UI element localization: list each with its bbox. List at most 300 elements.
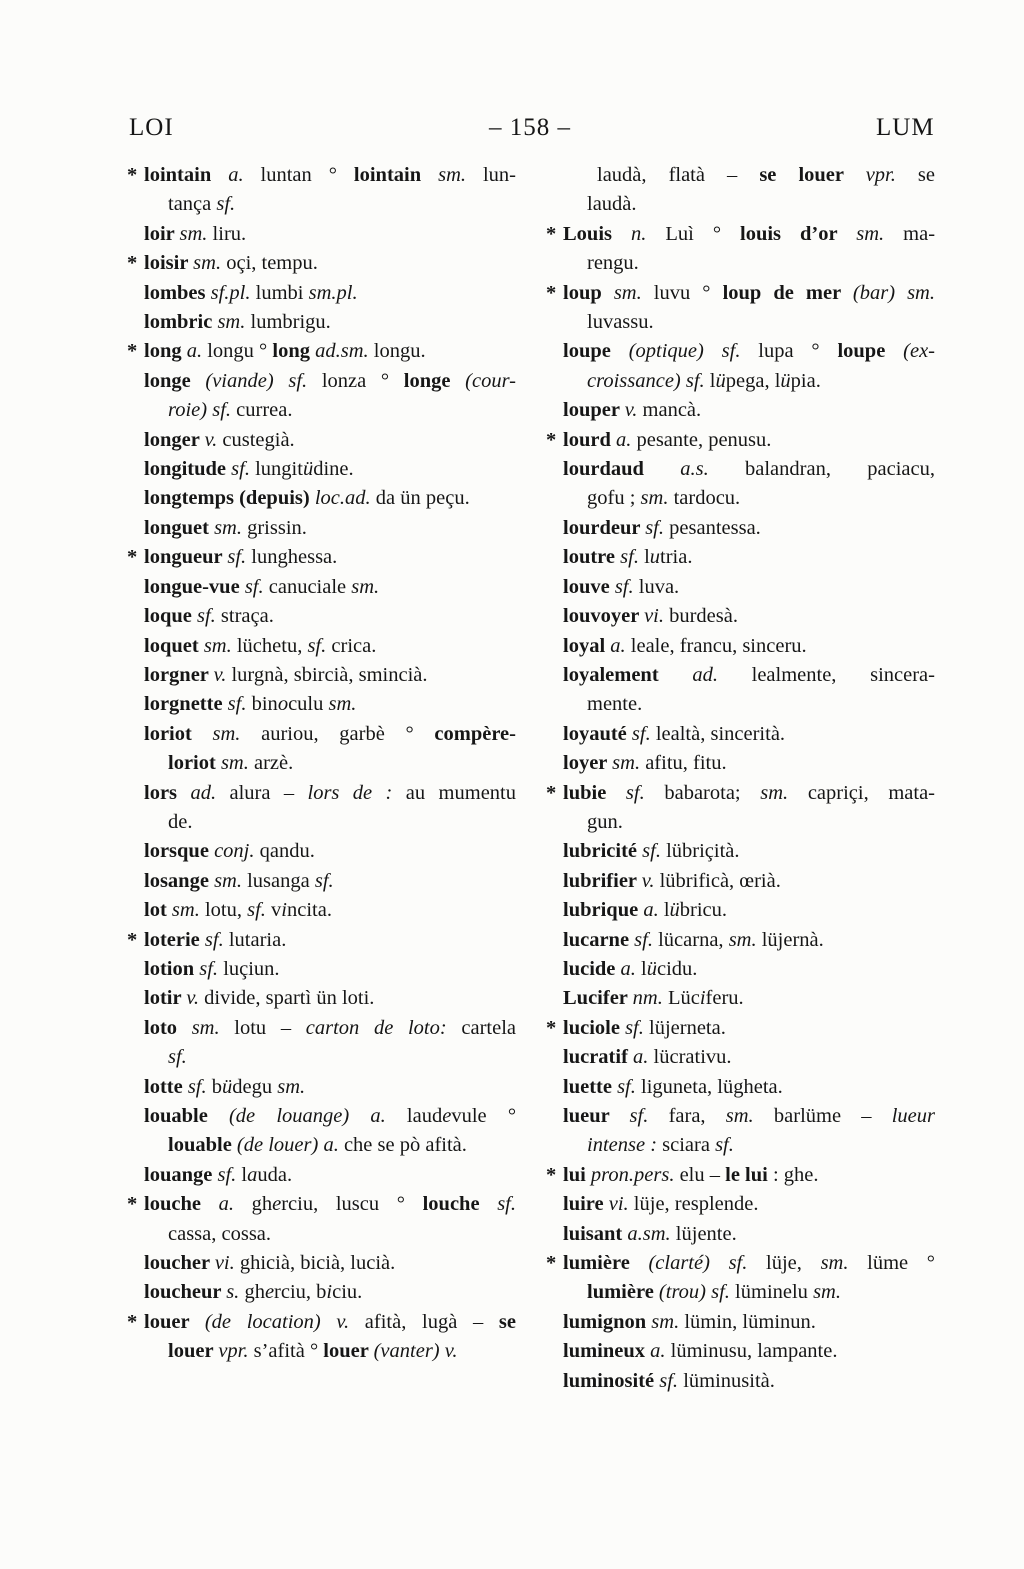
text-run: ncita. <box>287 899 332 922</box>
text-run: straça. <box>215 605 274 628</box>
text-run: long <box>272 340 316 363</box>
text-run: sm. <box>438 164 467 186</box>
entry-line <box>144 308 516 337</box>
entry-line <box>144 749 516 778</box>
star-marker: * <box>546 222 557 245</box>
entry-line <box>563 1161 935 1190</box>
text-run: luntan ° <box>243 164 354 186</box>
text-run: ad. <box>692 663 718 686</box>
text-run: Lüc <box>662 987 700 1010</box>
text-run: a.sm. <box>627 1222 671 1245</box>
dictionary-entry <box>546 426 935 455</box>
text-run: lombric <box>144 311 218 334</box>
text-run: loup de mer <box>722 281 853 304</box>
text-run: luminosité <box>563 1369 660 1392</box>
text-run: lotu, <box>199 899 248 922</box>
text-run: ad. <box>190 781 217 804</box>
text-run: loriot <box>144 722 213 745</box>
entry-line <box>563 1337 935 1366</box>
entry-line <box>563 779 935 808</box>
text-run: compère- <box>434 722 516 745</box>
entry-line <box>563 573 935 602</box>
text-run: vpr. <box>865 164 896 186</box>
entry-line <box>144 1308 516 1337</box>
text-run: ad.sm. <box>315 340 369 363</box>
text-run: lunghessa. <box>246 546 338 569</box>
text-run: loque <box>144 605 197 628</box>
text-run: sm. <box>856 222 885 245</box>
text-run: sf. <box>634 928 653 951</box>
dictionary-entry <box>546 779 935 838</box>
entry-line <box>563 632 935 661</box>
text-run: roie) sf. <box>168 399 232 422</box>
text-run: tança <box>168 193 217 216</box>
text-run: sm.pl. <box>308 281 358 304</box>
text-run: lüje, resplende. <box>628 1193 759 1216</box>
entry-line <box>563 455 935 484</box>
text-run: vi. <box>214 1252 235 1275</box>
entry-line <box>563 161 935 190</box>
text-run: lücarna, <box>652 928 729 951</box>
text-run: se <box>895 164 935 186</box>
text-run: lubie <box>563 781 626 804</box>
text-run: degu <box>232 1075 278 1098</box>
text-run: louer <box>144 1310 205 1333</box>
text-run: sf. <box>629 1105 649 1127</box>
text-run: crica. <box>326 634 377 657</box>
entry-line <box>563 484 935 513</box>
star-marker: * <box>546 1163 557 1186</box>
text-run: lüminusità. <box>678 1369 775 1392</box>
text-run: lotu – <box>219 1016 306 1039</box>
text-run: ma- <box>884 222 936 245</box>
dictionary-entry <box>144 779 516 838</box>
text-run: louche <box>144 1193 219 1216</box>
text-run: sm. <box>214 516 242 539</box>
text-run: sm. <box>651 1310 680 1333</box>
entry-line <box>563 896 935 925</box>
text-run: lourdaud <box>563 458 681 481</box>
text-run: l <box>638 546 650 569</box>
text-run: sf. <box>187 1075 207 1098</box>
text-run: a. <box>615 428 632 451</box>
text-run: longtemps (depuis) <box>144 487 315 510</box>
text-run: lumbrigu. <box>245 311 331 334</box>
text-run: capriçi, mata- <box>788 781 935 804</box>
text-run: (de location) v. <box>204 1310 350 1333</box>
entry-line <box>144 720 516 749</box>
text-run: se <box>498 1310 516 1333</box>
dictionary-entry <box>563 543 935 572</box>
entry-line <box>144 690 516 719</box>
text-run: babarota; <box>644 781 761 804</box>
text-run: mente. <box>587 693 643 716</box>
text-run: lorgnette <box>144 693 228 716</box>
dictionary-entry <box>144 602 516 631</box>
text-run: lot <box>144 899 172 922</box>
text-run: gun. <box>587 810 623 833</box>
text-run: dine. <box>313 458 354 481</box>
text-run: sm. <box>813 1281 841 1304</box>
text-run: loterie <box>144 928 205 951</box>
text-run: sm. <box>191 1016 220 1039</box>
left-text-column <box>127 161 517 1367</box>
entry-line <box>144 1014 516 1043</box>
text-run: loquet <box>144 634 204 657</box>
text-run: pesantessa. <box>664 516 761 539</box>
text-run: longe <box>403 369 466 392</box>
entry-line <box>144 455 516 484</box>
dictionary-entry <box>563 837 935 866</box>
dictionary-entry <box>563 1102 935 1161</box>
text-run: a.s. <box>680 458 709 481</box>
entry-line <box>563 837 935 866</box>
dictionary-entry <box>563 1220 935 1249</box>
dictionary-entry <box>563 161 935 220</box>
text-run: liru. <box>207 222 247 245</box>
text-run: vi. <box>644 605 664 628</box>
text-run: i <box>326 1281 333 1304</box>
text-run: lealtà, sincerità. <box>650 722 786 745</box>
dictionary-entry <box>127 1308 516 1367</box>
text-run: Louis <box>563 222 631 245</box>
text-run: sm. <box>217 311 246 334</box>
entry-line <box>144 984 516 1013</box>
text-run: loupe <box>837 340 904 363</box>
star-marker: * <box>546 428 557 451</box>
dictionary-entry <box>144 1249 516 1278</box>
text-run: sf. <box>617 1075 636 1098</box>
text-run: au mumentu <box>392 781 516 804</box>
text-run: tria. <box>660 546 693 569</box>
entry-line <box>563 1367 935 1396</box>
entry-line <box>144 396 516 425</box>
text-run: bricu. <box>679 899 728 922</box>
entry-line <box>144 220 516 249</box>
entry-line <box>144 190 516 219</box>
dictionary-entry <box>563 337 935 396</box>
text-run: ghicià, bicià, lucià. <box>234 1252 396 1275</box>
entry-line <box>563 1308 935 1337</box>
text-run: cassa, cossa. <box>168 1222 272 1245</box>
text-run: loyalement <box>563 663 693 686</box>
entry-line <box>563 337 935 366</box>
entry-line <box>563 190 935 219</box>
entry-line <box>563 808 935 837</box>
dictionary-entry <box>144 308 516 337</box>
dictionary-entry <box>563 396 935 425</box>
entry-line <box>563 1043 935 1072</box>
dictionary-entry <box>144 837 516 866</box>
entry-line <box>563 396 935 425</box>
text-run: sm. <box>203 634 232 657</box>
text-run: luire <box>563 1193 609 1216</box>
text-run: laud <box>385 1105 443 1127</box>
entry-line <box>144 1337 516 1366</box>
text-run: lüje, <box>747 1252 821 1275</box>
text-run: lüjente. <box>670 1222 737 1245</box>
text-run: e <box>272 1193 282 1216</box>
text-run: se louer <box>759 164 866 186</box>
text-run: sf. <box>614 575 634 598</box>
text-run: sf. <box>216 193 236 216</box>
text-run: (optique) sf. <box>628 340 741 363</box>
dictionary-entry <box>144 367 516 426</box>
text-run: loup <box>563 281 614 304</box>
text-run: burdesà. <box>663 605 738 628</box>
entry-line <box>563 1102 935 1131</box>
text-run: sm. <box>820 1252 849 1275</box>
text-run: lungit <box>249 458 303 481</box>
text-run: l <box>236 1163 248 1186</box>
text-run: a <box>247 1163 258 1186</box>
text-run: sf. <box>314 869 334 892</box>
text-run: lombes <box>144 281 211 304</box>
text-run: lorsque <box>144 840 215 863</box>
text-run: v. <box>186 987 200 1010</box>
dictionary-entry <box>563 1367 935 1396</box>
text-run: louange <box>144 1163 218 1186</box>
dictionary-entry <box>563 1308 935 1337</box>
text-run: luvu ° <box>641 281 723 304</box>
dictionary-entry <box>546 1249 935 1308</box>
text-run: loucheur <box>144 1281 227 1304</box>
text-run: lumière <box>587 1281 659 1304</box>
text-run: longueur <box>144 546 228 569</box>
text-run: o <box>277 693 289 716</box>
text-run: da ün peçu. <box>370 487 470 510</box>
text-run: sf. <box>227 546 247 569</box>
star-marker: * <box>127 252 138 275</box>
dictionary-entry <box>144 573 516 602</box>
text-run: sf. <box>247 899 266 922</box>
text-run: lorgner <box>144 663 214 686</box>
text-run: louper <box>563 399 625 422</box>
text-run: sf. <box>625 1016 644 1039</box>
text-run: longu ° <box>202 340 273 363</box>
text-run: divide, spartì ün loti. <box>199 987 375 1010</box>
text-run: lotion <box>144 957 200 980</box>
entry-line <box>144 573 516 602</box>
text-run: loc.ad. <box>314 487 371 510</box>
text-run: sm. <box>214 869 242 892</box>
text-run: luva. <box>633 575 680 598</box>
text-run: lusanga <box>241 869 315 892</box>
text-run: louve <box>563 575 615 598</box>
text-run: lourd <box>563 428 616 451</box>
entry-line <box>144 514 516 543</box>
text-run: a. <box>650 1340 666 1363</box>
text-run: auriou, garbè ° <box>240 722 435 745</box>
text-run: sf. <box>244 575 264 598</box>
text-run: longe <box>144 369 206 392</box>
entry-line <box>144 161 516 190</box>
text-run: Luì ° <box>646 222 741 245</box>
text-run: qandu. <box>254 840 315 863</box>
text-run: uda. <box>257 1163 293 1186</box>
entry-line <box>144 632 516 661</box>
text-run: arzè. <box>248 752 294 775</box>
text-run: lotir <box>144 987 187 1010</box>
entry-line <box>563 749 935 778</box>
dictionary-entry <box>144 1278 516 1307</box>
text-run: lupa ° <box>740 340 838 363</box>
text-run: lüchetu, <box>231 634 308 657</box>
star-marker: * <box>127 928 138 951</box>
text-run: lubrique <box>563 899 644 922</box>
text-run: luisant <box>563 1222 628 1245</box>
text-run: conj. <box>214 840 255 863</box>
text-run: a. <box>610 634 626 657</box>
text-run: ü <box>715 369 726 392</box>
text-run: sm. <box>612 752 641 775</box>
dictionary-entry <box>144 896 516 925</box>
text-run: sm. <box>212 722 241 745</box>
text-run: ciu. <box>332 1281 363 1304</box>
text-run: lubrifier <box>563 869 642 892</box>
dictionary-entry <box>127 161 517 220</box>
entry-line <box>144 337 516 366</box>
entry-line <box>563 1220 935 1249</box>
text-run: sm. <box>351 575 380 598</box>
text-run: sf. <box>231 458 250 481</box>
text-run: sf. <box>497 1193 517 1216</box>
dictionary-entry <box>144 455 516 484</box>
entry-line <box>144 896 516 925</box>
text-run: lucratif <box>563 1046 634 1069</box>
text-run: (viande) sf. <box>205 369 308 392</box>
entry-line <box>144 279 516 308</box>
text-run: lüminelu <box>729 1281 814 1304</box>
text-run: bin <box>246 693 278 716</box>
entry-line <box>563 279 935 308</box>
text-run: rciu, luscu ° <box>281 1193 423 1216</box>
text-run: mancà. <box>637 399 702 422</box>
right-text-column <box>546 161 936 1396</box>
star-marker: * <box>127 1193 138 1216</box>
text-run: i <box>699 987 706 1010</box>
entry-line <box>563 1131 935 1160</box>
text-run: ü <box>222 1075 233 1098</box>
dictionary-entry <box>144 867 516 896</box>
text-run: che se pò afità. <box>338 1134 467 1157</box>
text-run: sf. <box>715 1134 734 1157</box>
entry-line <box>563 367 935 396</box>
dictionary-entry <box>546 220 936 279</box>
text-run: lutaria. <box>223 928 287 951</box>
text-run: lumière <box>563 1252 649 1275</box>
text-run: vule ° <box>451 1105 517 1127</box>
entry-line <box>144 1102 516 1131</box>
entry-line <box>563 1073 935 1102</box>
text-run: (cour- <box>465 369 516 392</box>
text-run: sm. <box>171 899 200 922</box>
entry-line <box>144 426 516 455</box>
text-run: ü <box>646 957 657 980</box>
dictionary-entry <box>144 220 516 249</box>
dictionary-entry <box>144 720 516 779</box>
entry-line <box>563 984 935 1013</box>
text-run: l <box>704 369 716 392</box>
entry-line <box>144 367 516 396</box>
text-run: (ex- <box>903 340 935 363</box>
text-run: sf. <box>217 1163 237 1186</box>
entry-line <box>563 220 935 249</box>
text-run: lors de : <box>307 781 393 804</box>
star-marker: * <box>127 546 138 569</box>
text-run: canuciale <box>263 575 352 598</box>
text-run: pega, l <box>725 369 781 392</box>
text-run: longue-vue <box>144 575 245 598</box>
dictionary-entry <box>127 337 516 366</box>
star-marker: * <box>546 781 557 804</box>
entry-line <box>144 1249 516 1278</box>
text-run: sf. <box>620 546 639 569</box>
text-run: lui <box>563 1163 591 1186</box>
entry-line <box>144 543 516 572</box>
text-run: a. <box>633 1046 649 1069</box>
star-marker: * <box>127 340 138 363</box>
text-run: loto <box>144 1016 192 1039</box>
text-run: sf. <box>625 781 645 804</box>
text-run: sf.pl. <box>210 281 251 304</box>
text-run: sf. <box>307 634 327 657</box>
text-run: luçiun. <box>218 957 280 980</box>
text-run: lointain <box>144 164 229 186</box>
dictionary-entry <box>144 1102 516 1161</box>
text-run: carton de loto: <box>305 1016 447 1039</box>
text-run: cidu. <box>656 957 698 980</box>
entry-line <box>144 1131 516 1160</box>
dictionary-entry <box>144 426 516 455</box>
text-run: lotte <box>144 1075 188 1098</box>
text-run: loyer <box>563 752 613 775</box>
text-run: lumineux <box>563 1340 651 1363</box>
dictionary-entry <box>563 602 935 631</box>
text-run: v. <box>624 399 638 422</box>
text-run: s. <box>226 1281 240 1304</box>
star-marker: * <box>127 1310 138 1333</box>
header-page-number: – 158 – <box>489 114 571 141</box>
text-run: sm. <box>328 693 357 716</box>
text-run: sm. <box>220 752 249 775</box>
star-marker: * <box>546 281 557 304</box>
entry-line <box>563 867 935 896</box>
text-run: sf. <box>168 1046 187 1069</box>
dictionary-entry <box>144 984 516 1013</box>
dictionary-entry <box>144 1161 516 1190</box>
entry-line <box>144 1220 516 1249</box>
text-run: : ghe. <box>767 1163 819 1186</box>
dictionary-entry <box>563 720 935 749</box>
text-run: lumbi <box>250 281 309 304</box>
star-marker: * <box>546 1252 557 1275</box>
text-run: sf. <box>199 957 219 980</box>
text-run: lumignon <box>563 1310 652 1333</box>
text-run: rengu. <box>587 252 639 275</box>
dictionary-entry <box>563 1190 935 1219</box>
entry-line <box>144 808 516 837</box>
text-run: lümin, lüminun. <box>679 1310 816 1333</box>
text-run: fara, <box>648 1105 726 1127</box>
text-run: longitude <box>144 458 232 481</box>
text-run: lucide <box>563 957 621 980</box>
text-run: sm. <box>640 487 669 510</box>
entry-line <box>563 308 935 337</box>
entry-line <box>144 1278 516 1307</box>
text-run: lüminusu, lampante. <box>665 1340 838 1363</box>
text-run: oçi, tempu. <box>221 252 318 275</box>
